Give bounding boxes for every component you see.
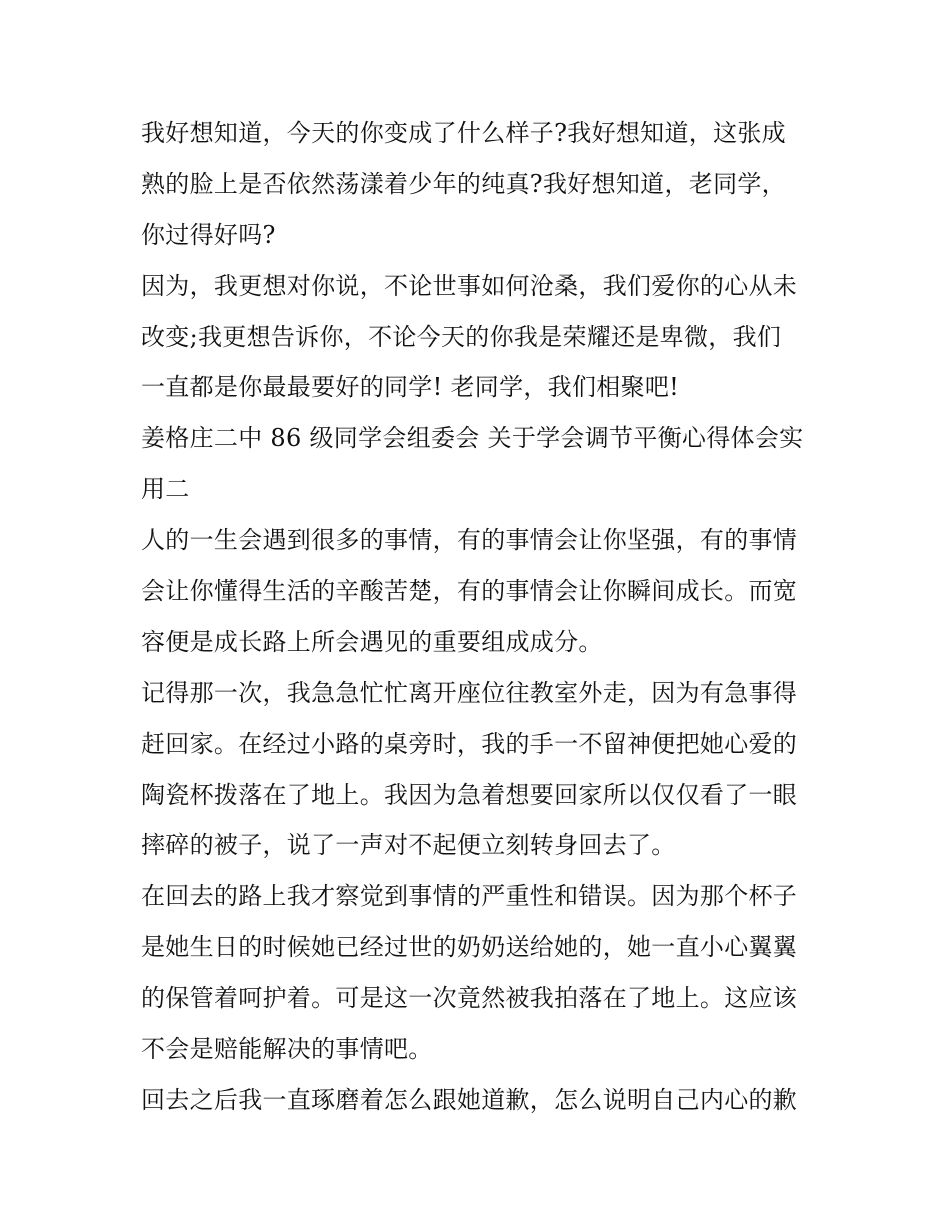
text-line: 因为，我更想对你说，不论世事如何沧桑，我们爱你的心从未 (141, 271, 798, 300)
text-line: 在回去的路上我才察觉到事情的严重性和错误。因为那个杯子 (141, 882, 798, 911)
text-line: 不会是赔能解决的事情吧。 (141, 1035, 433, 1064)
body-text (141, 108, 821, 1126)
text-line: 用二 (141, 475, 190, 504)
text-line: 赶回家。在经过小路的桌旁时，我的手一不留神便把她心爱的 (141, 729, 798, 758)
text-line: 会让你懂得生活的辛酸苦楚，有的事情会让你瞬间成长。而宽 (141, 577, 798, 606)
text-line: 记得那一次，我急急忙忙离开座位往教室外走，因为有急事得 (141, 678, 798, 707)
text-line: 陶瓷杯拨落在了地上。我因为急着想要回家所以仅仅看了一眼 (141, 780, 798, 809)
text-line: 改变;我更想告诉你，不论今天的你我是荣耀还是卑微，我们 (141, 322, 782, 351)
text-line: 人的一生会遇到很多的事情，有的事情会让你坚强，有的事情 (141, 526, 798, 555)
text-line: 是她生日的时候她已经过世的奶奶送给她的，她一直小心翼翼 (141, 933, 798, 962)
text-line: 你过得好吗? (141, 220, 276, 249)
text-line: 我好想知道，今天的你变成了什么样子?我好想知道，这张成 (141, 119, 786, 147)
text-line: 熟的脸上是否依然荡漾着少年的纯真?我好想知道，老同学， (141, 169, 786, 198)
text-line: 姜格庄二中 86 级同学会组委会 关于学会调节平衡心得体会实 (141, 424, 804, 453)
text-line: 回去之后我一直琢磨着怎么跟她道歉，怎么说明自己内心的歉 (141, 1085, 798, 1114)
text-line: 的保管着呵护着。可是这一次竟然被我拍落在了地上。这应该 (141, 984, 798, 1013)
text-line: 摔碎的被子，说了一声对不起便立刻转身回去了。 (141, 831, 676, 860)
text-line: 容便是成长路上所会遇见的重要组成成分。 (141, 627, 603, 656)
text-line: 一直都是你最最要好的同学! 老同学，我们相聚吧! (141, 373, 680, 402)
